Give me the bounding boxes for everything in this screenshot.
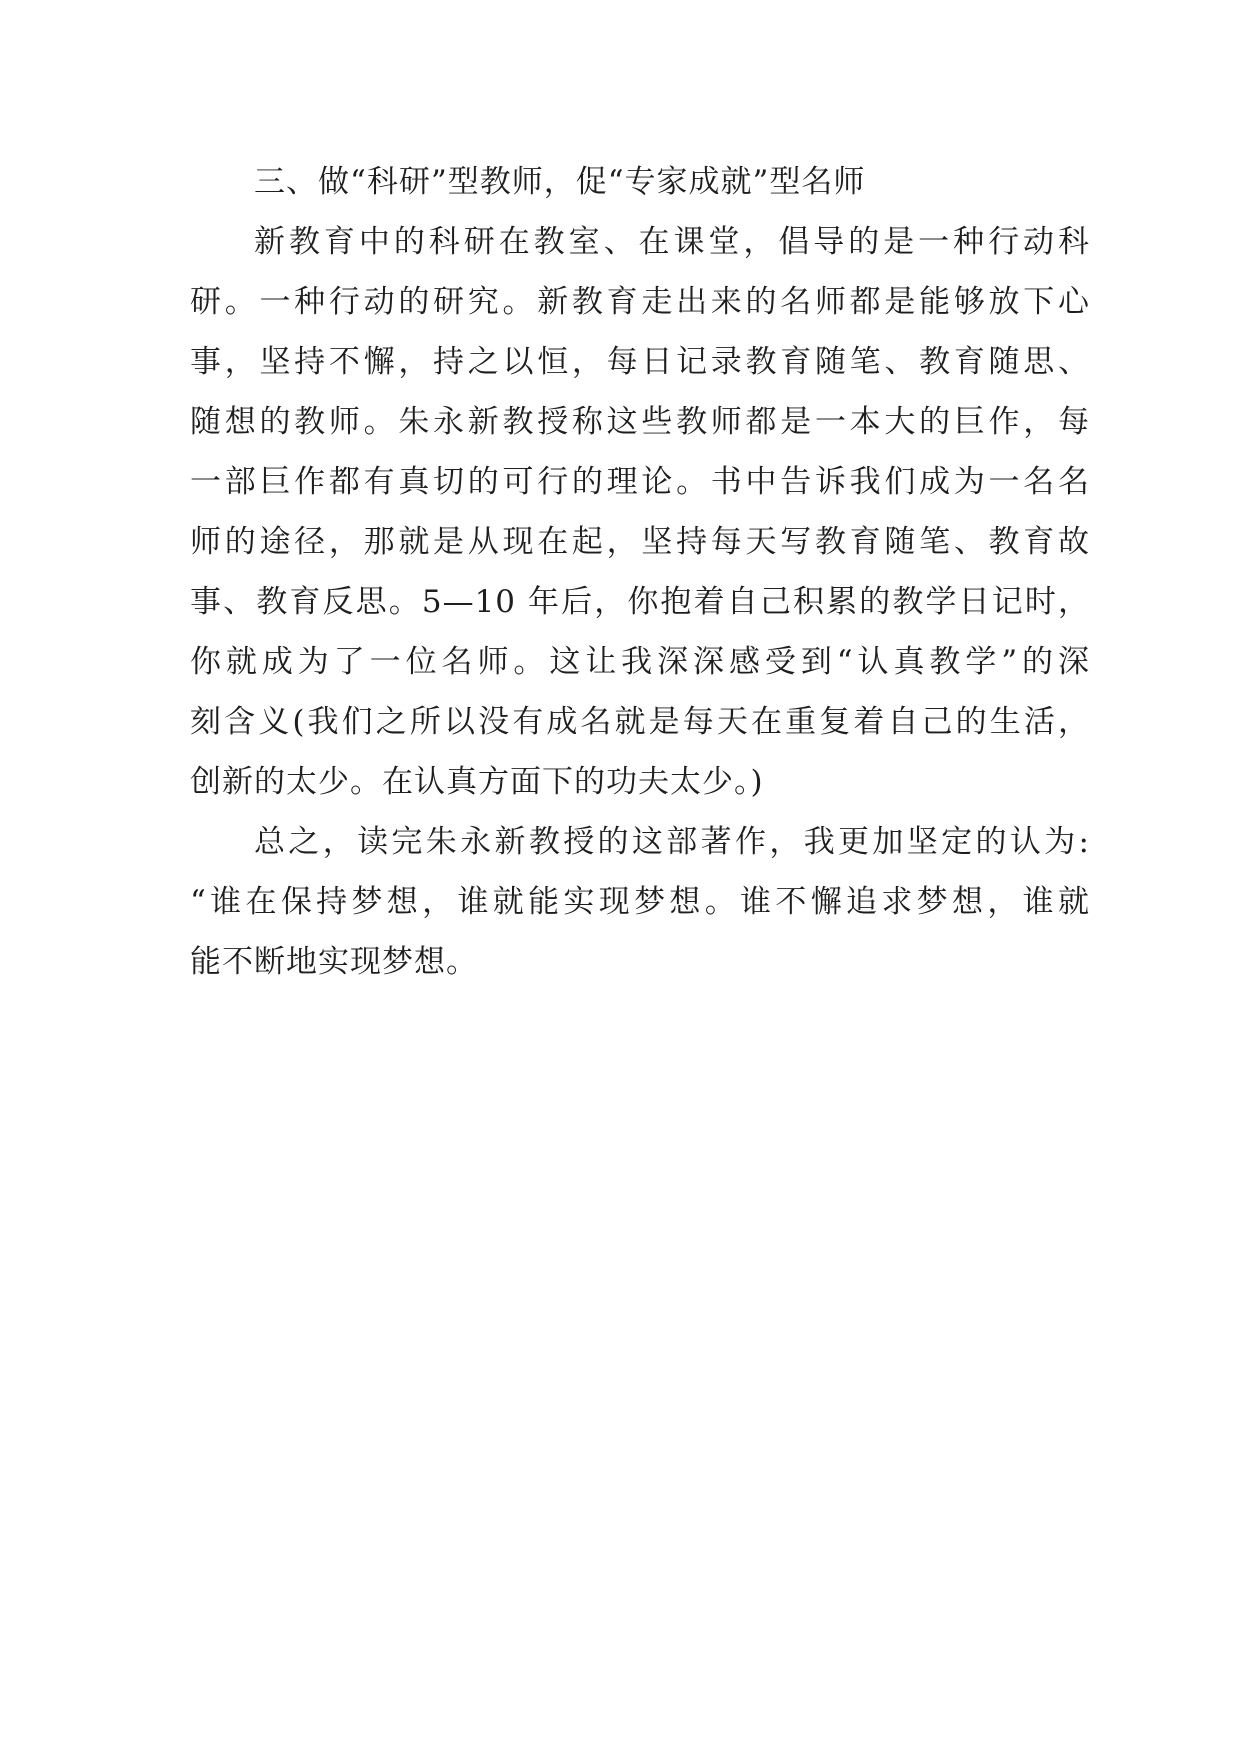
paragraph-line: 研。一种行动的研究。新教育走出来的名师都是能够放下心 xyxy=(190,284,1090,320)
paragraph-line: 刻含义(我们之所以没有成名就是每天在重复着自己的生活， xyxy=(190,704,1090,740)
document-body xyxy=(190,152,1090,992)
paragraph-research xyxy=(190,212,1090,812)
paragraph-line: 新教育中的科研在教室、在课堂，倡导的是一种行动科 xyxy=(254,224,1090,260)
paragraph-line: “谁在保持梦想，谁就能实现梦想。谁不懈追求梦想，谁就 xyxy=(190,884,1090,920)
paragraph-line: 你就成为了一位名师。这让我深深感受到“认真教学”的深 xyxy=(190,644,1090,680)
paragraph-line: 一部巨作都有真切的可行的理论。书中告诉我们成为一名名 xyxy=(190,464,1090,500)
paragraph-line: 创新的太少。在认真方面下的功夫太少。) xyxy=(190,764,764,800)
paragraph-line: 随想的教师。朱永新教授称这些教师都是一本大的巨作，每 xyxy=(190,404,1090,440)
paragraph-line: 事、教育反思。5—10 年后，你抱着自己积累的教学日记时， xyxy=(190,584,1090,620)
paragraph-line: 师的途径，那就是从现在起，坚持每天写教育随笔、教育故 xyxy=(190,524,1090,560)
paragraph-line: 总之，读完朱永新教授的这部著作，我更加坚定的认为: xyxy=(254,824,1090,860)
section-heading: 三、做“科研”型教师，促“专家成就”型名师 xyxy=(254,164,866,200)
paragraph-line: 事，坚持不懈，持之以恒，每日记录教育随笔、教育随思、 xyxy=(190,344,1090,380)
paragraph-conclusion xyxy=(190,812,1090,992)
paragraph-line: 能不断地实现梦想。 xyxy=(190,944,478,980)
